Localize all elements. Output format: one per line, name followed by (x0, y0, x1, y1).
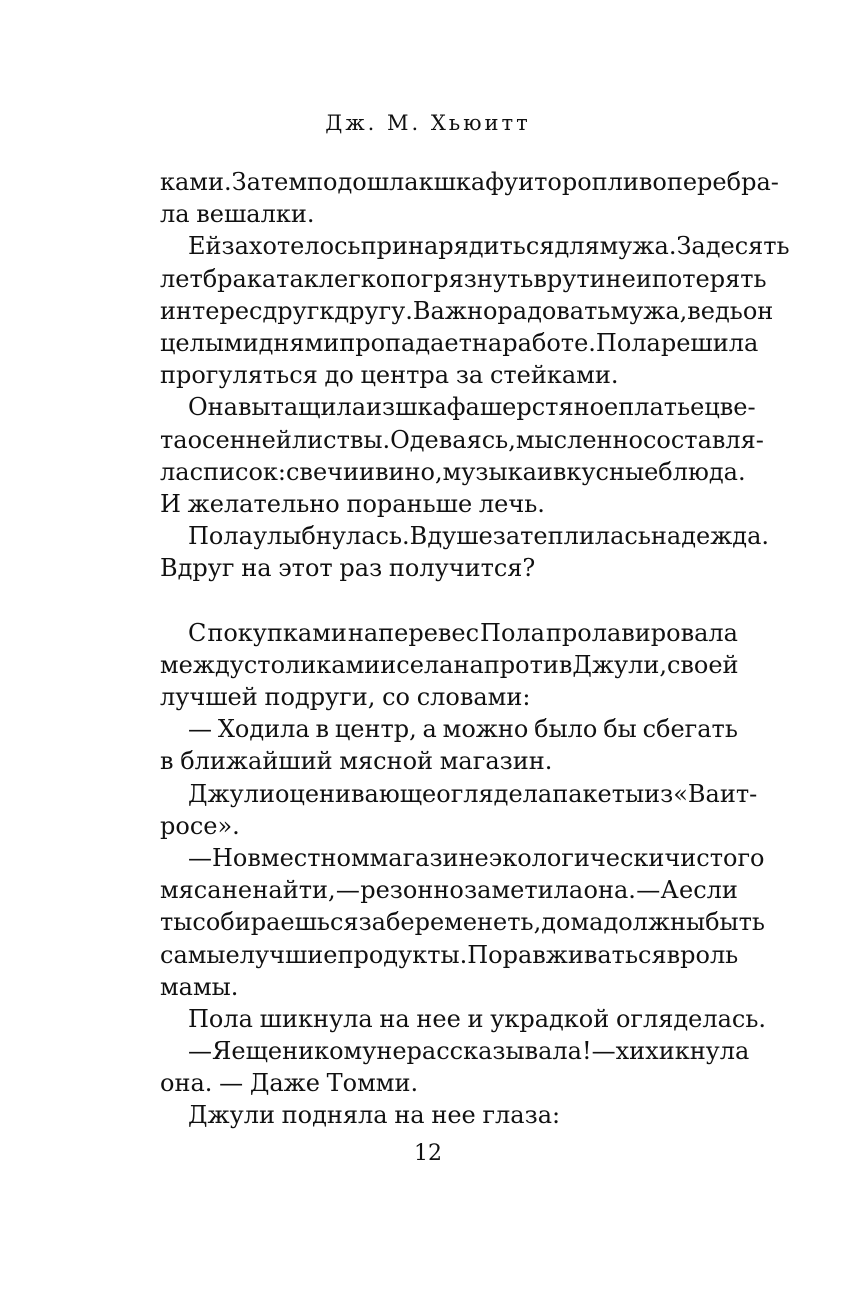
text-line: в ближайший мясной магазин. (160, 747, 553, 776)
text-line: лет брака так легко погрязнуть в рутине и потерять (160, 264, 767, 293)
text-line: — Ходила в центр, а можно было бы сбегать (188, 715, 738, 744)
text-line: ты собираешься забеременеть, дома должны быть (160, 908, 765, 937)
text-line: между столиками и села напротив Джули, своей (160, 650, 739, 679)
text-line: та осенней листвы. Одеваясь, мысленно составля- (160, 425, 764, 454)
text-line: интерес друг к другу. Важно радовать мужа, ведь он (160, 296, 774, 325)
text-line: Пола шикнула на нее и украдкой огляделась. (188, 1004, 767, 1033)
text-line: — Но в местном магазине экологически чистого (188, 843, 765, 872)
text-line: ками. Затем подошла к шкафу и торопливо перебра- (160, 168, 779, 196)
text-line: Джули оценивающе оглядела пакеты из «Ваит- (188, 779, 758, 808)
text-line: — Я еще никому не рассказывала! — хихикнула (188, 1037, 750, 1066)
text-line: мяса не найти, — резонно заметила она. — А если (160, 876, 738, 905)
text-line: Пола улыбнулась. В душе затеплилась надежда. (188, 522, 769, 551)
running-head: Дж. М. Хьюитт (325, 111, 531, 135)
text-line: И желательно пораньше лечь. (160, 489, 545, 518)
text-line: Она вытащила из шкафа шерстяное платье цве- (188, 393, 756, 422)
body-text (160, 166, 790, 1132)
text-line: лучшей подруги, со словами: (160, 683, 531, 711)
text-line: мамы. (160, 972, 239, 1001)
text-line: ла список: свечи и вино, музыка и вкусные блюда. (160, 457, 746, 486)
text-line: росе». (160, 811, 240, 840)
text-line: Джули подняла на нее глаза: (188, 1101, 561, 1130)
page-number: 12 (414, 1141, 442, 1166)
section-break (160, 584, 738, 616)
text-line: С покупками наперевес Пола пролавировала (188, 618, 738, 647)
text-line: прогуляться до центра за стейками. (160, 361, 619, 390)
text-line: она. — Даже Томми. (160, 1069, 419, 1098)
text-line: Вдруг на этот раз получится? (160, 554, 536, 583)
text-line: ла вешалки. (160, 200, 315, 229)
text-line: целыми днями пропадает на работе. Пола решила (160, 328, 759, 357)
text-line: самые лучшие продукты. Пора вживаться в роль (160, 940, 739, 969)
text-line: Ей захотелось принарядиться для мужа. За десять (188, 232, 790, 261)
